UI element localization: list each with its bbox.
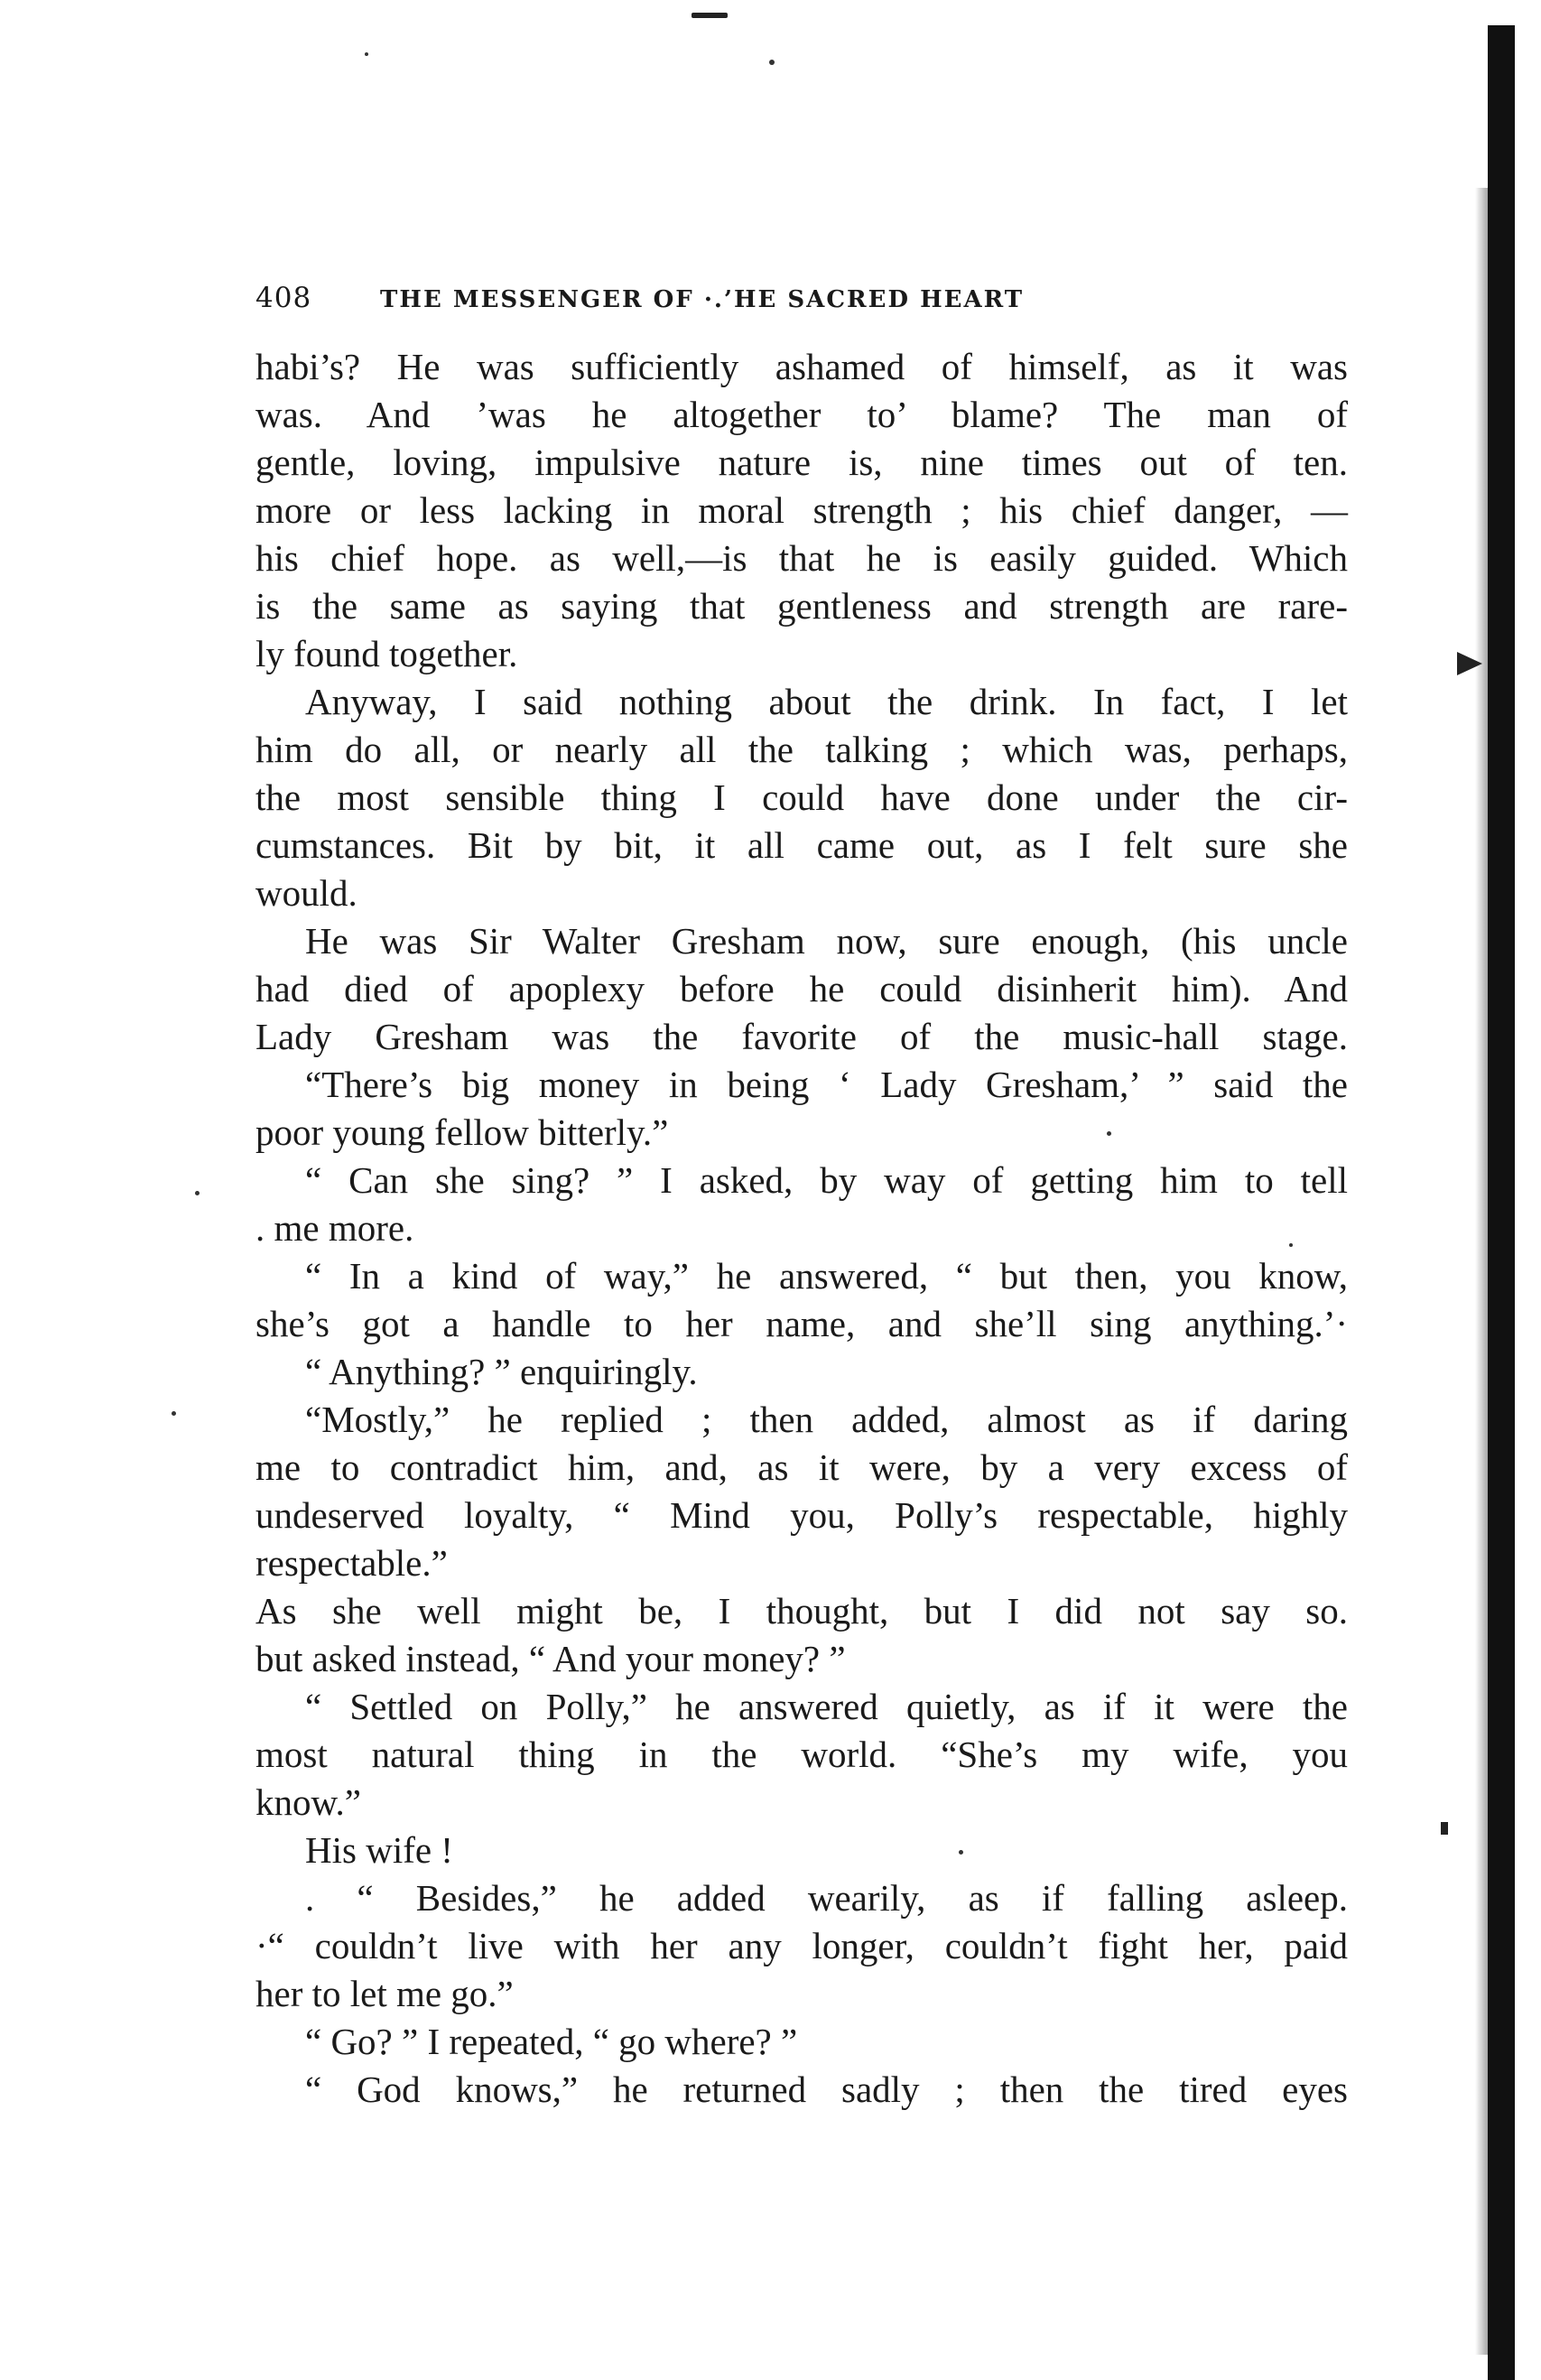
- speck: [769, 60, 775, 65]
- text-line: “ Settled on Polly,” he answered quietly, as if it were the: [305, 1686, 1348, 1727]
- text-line: As she well might be, I thought, but I did not say so.: [255, 1590, 1348, 1632]
- text-line: . me more.: [255, 1207, 414, 1249]
- running-head: [255, 282, 1339, 318]
- scan-edge-shadow: [1488, 25, 1515, 2380]
- text-line: her to let me go.”: [255, 1973, 514, 2014]
- body-text: [255, 343, 1348, 2114]
- text-line: “ Anything? ” enquiringly.: [305, 1351, 698, 1392]
- text-line: . “ Besides,” he added wearily, as if falling asleep.: [305, 1877, 1348, 1919]
- speck: [172, 1411, 176, 1416]
- text-line: habi’s? He was sufficiently ashamed of himself, as it was: [255, 346, 1348, 387]
- speck: [195, 1191, 200, 1195]
- speck: [365, 52, 368, 56]
- text-line: him do all, or nearly all the talking ; which was, perhaps,: [255, 729, 1348, 770]
- text-line: know.”: [255, 1781, 361, 1823]
- text-line: most natural thing in the world. “She’s my wife, you: [255, 1734, 1348, 1775]
- text-line: gentle, loving, impulsive nature is, nine times out of ten.: [255, 442, 1348, 483]
- text-line: she’s got a handle to her name, and she’ll sing anything.’·: [255, 1303, 1348, 1344]
- text-line: is the same as saying that gentleness and strength are rare-: [255, 585, 1348, 627]
- top-dash-mark: [692, 13, 728, 18]
- text-line: poor young fellow bitterly.”: [255, 1111, 669, 1153]
- edge-speck-mark: [1441, 1822, 1448, 1835]
- text-line: but asked instead, “ And your money? ”: [255, 1638, 846, 1679]
- text-line: had died of apoplexy before he could disinherit him). And: [255, 968, 1348, 1009]
- text-line: cumstances. Bit by bit, it all came out, as I felt sure she: [255, 824, 1348, 866]
- text-line: was. And ’was he altogether to’ blame? The man of: [255, 394, 1348, 435]
- text-line: He was Sir Walter Gresham now, sure enough, (his uncle: [305, 920, 1348, 962]
- text-line: respectable.”: [255, 1542, 448, 1584]
- text-line: Anyway, I said nothing about the drink. In fact, I let: [305, 681, 1348, 722]
- text-line: the most sensible thing I could have done under the cir-: [255, 776, 1348, 818]
- text-line: ly found together.: [255, 633, 518, 674]
- text-line: “ Can she sing? ” I asked, by way of getting him to tell: [305, 1159, 1348, 1201]
- text-line: “ God knows,” he returned sadly ; then the tired eyes: [305, 2069, 1348, 2110]
- page-number: 408: [255, 282, 312, 314]
- text-line: more or less lacking in moral strength ; his chief danger, —: [255, 489, 1348, 531]
- text-line: “ Go? ” I repeated, “ go where? ”: [305, 2021, 798, 2062]
- text-line: would.: [255, 872, 357, 914]
- text-line: His wife !: [305, 1829, 453, 1871]
- running-title: THE MESSENGER OF ·.’HE SACRED HEART: [380, 286, 1025, 313]
- text-line: “Mostly,” he replied ; then added, almost as if daring: [305, 1399, 1348, 1440]
- text-line: undeserved loyalty, “ Mind you, Polly’s respectable, highly: [255, 1494, 1348, 1536]
- text-line: “ In a kind of way,” he answered, “ but then, you know,: [305, 1255, 1348, 1297]
- text-line: “There’s big money in being ‘ Lady Gresham,’ ” said the: [305, 1064, 1348, 1105]
- text-line: Lady Gresham was the favorite of the music-hall stage.: [255, 1016, 1348, 1057]
- text-line: ·“ couldn’t live with her any longer, couldn’t fight her, paid: [255, 1925, 1348, 1966]
- text-line: me to contradict him, and, as it were, by a very excess of: [255, 1446, 1348, 1488]
- text-line: his chief hope. as well,—is that he is easily guided. Which: [255, 537, 1348, 579]
